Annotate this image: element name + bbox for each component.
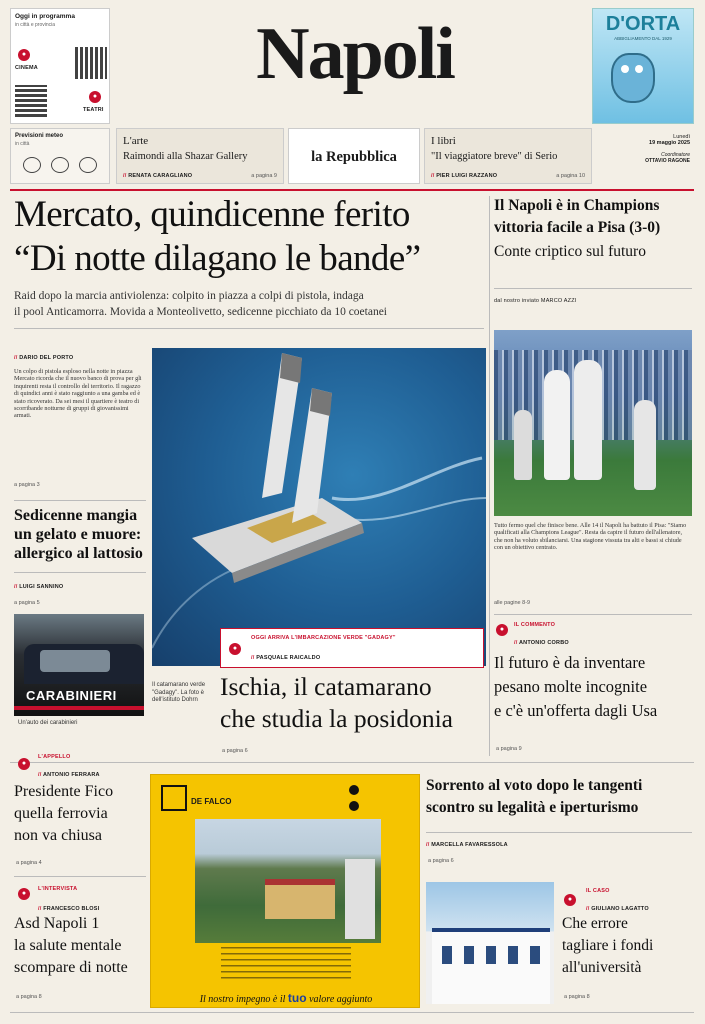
sport-headline-line1[interactable]: Il Napoli è in Champions xyxy=(494,197,660,214)
theatre-icon: ● xyxy=(89,91,101,103)
sport-headline-line3[interactable]: Conte criptico sul futuro xyxy=(494,243,646,260)
sport-page[interactable]: alle pagine 8-9 xyxy=(494,600,531,606)
books-page[interactable]: a pagina 10 xyxy=(556,173,585,179)
gelato-headline-line3[interactable]: allergico al lattosio xyxy=(14,545,143,562)
art-title: L'arte xyxy=(123,135,149,147)
caso-headline-line3[interactable]: all'università xyxy=(562,959,642,976)
sport-body: Tutto fermo quel che finisce bene. Alle 14 il Napoli ha battuto il Pisa: "Siamo qualificati alla Champions League". Resta da capire il futuro dell'allenatore, che non ha voluto sbilanciarsi. Una stagione vissuta tra alti e bassi si chiude con un obiettivo centrato. xyxy=(494,522,687,552)
intervista-headline-line2[interactable]: la salute mentale xyxy=(14,937,122,954)
caso-author: // GIULIANO LAGATTO xyxy=(586,906,649,912)
defalco-logo-icon xyxy=(161,785,187,811)
commento-author: // ANTONIO CORBO xyxy=(514,640,569,646)
eye-icon xyxy=(621,65,629,73)
building xyxy=(345,859,375,939)
advert-photo xyxy=(195,819,381,943)
intervista-headline-line3[interactable]: scompare di notte xyxy=(14,959,128,976)
catamaran-illustration xyxy=(152,348,486,666)
commento-headline-line2[interactable]: pesano molte incognite xyxy=(494,677,648,696)
commento-divider xyxy=(494,614,692,615)
mid-rule xyxy=(10,762,694,763)
program-box xyxy=(10,8,110,124)
intervista-author: // FRANCESCO BLOSI xyxy=(38,906,99,912)
university-building xyxy=(432,928,550,1004)
books-title: I libri xyxy=(431,135,456,147)
coordinator-label: Coordinatore xyxy=(661,152,690,158)
dorta-sub: ABBIGLIAMENTO DAL 1929 xyxy=(614,36,672,41)
building xyxy=(265,879,335,919)
appello-divider xyxy=(14,876,146,877)
appello-headline-line1[interactable]: Presidente Fico xyxy=(14,783,114,800)
university-photo xyxy=(426,882,554,1004)
cinema-icon: ● xyxy=(18,49,30,61)
mascot-icon xyxy=(611,53,655,103)
qr-code-icon xyxy=(15,85,47,117)
repubblica-logo: la Repubblica xyxy=(288,128,420,184)
gelato-divider xyxy=(14,572,146,573)
ischia-headline-line1[interactable]: Ischia, il catamarano xyxy=(220,672,432,701)
sport-author: dal nostro inviato MARCO AZZI xyxy=(494,298,577,304)
building-window xyxy=(442,946,452,964)
intervista-icon: ● xyxy=(18,888,30,900)
art-box[interactable] xyxy=(116,128,284,184)
weather-box xyxy=(10,128,110,184)
comment-icon: ● xyxy=(496,624,508,636)
ischia-kicker-box xyxy=(220,628,484,668)
books-text: "Il viaggiatore breve" di Serio xyxy=(431,151,558,162)
gelato-headline-line2[interactable]: un gelato e muore: xyxy=(14,526,142,543)
intervista-page[interactable]: a pagina 8 xyxy=(16,994,42,1000)
appello-headline-line2[interactable]: quella ferrovia xyxy=(14,805,108,822)
advert-slogan-a: Il nostro impegno è il xyxy=(199,994,288,1005)
sport-divider xyxy=(494,288,692,289)
weather-label: Previsioni meteo xyxy=(15,133,64,139)
caso-headline-line2[interactable]: tagliare i fondi xyxy=(562,937,654,954)
building-window xyxy=(486,946,496,964)
books-box[interactable] xyxy=(424,128,592,184)
football-photo xyxy=(494,330,692,516)
lead-headline-line1[interactable]: Mercato, quindicenne ferito xyxy=(14,194,410,235)
mail-icon xyxy=(349,801,359,811)
lead-deck-line1: Raid dopo la marcia antiviolenza: colpito in piazza a colpi di pistola, indaga xyxy=(14,290,364,302)
eye-icon xyxy=(635,65,643,73)
car-window xyxy=(40,650,110,672)
sorrento-page[interactable]: a pagina 6 xyxy=(428,858,454,864)
lead-body: Un colpo di pistola esploso nella notte in piazza Mercato ricorda che il nuovo banco di prova per gli inquirenti resta il controllo del territorio. Il ragazzo di quindici anni è stato raggiunto a una gamba ed è stato ricoverato. Da sei mesi il quartiere è teatro di scorribande notturne di gruppi di giovanissimi armati. xyxy=(14,368,142,420)
caso-icon: ● xyxy=(564,894,576,906)
caso-kicker: IL CASO xyxy=(586,888,610,894)
lead-author: // DARIO DEL PORTO xyxy=(14,355,73,361)
gelato-caption: Un'auto dei carabinieri xyxy=(18,720,78,726)
boat-icon: ● xyxy=(229,643,241,655)
commento-page[interactable]: a pagina 9 xyxy=(496,746,522,752)
gelato-author: // LUIGI SANNINO xyxy=(14,584,63,590)
appello-page[interactable]: a pagina 4 xyxy=(16,860,42,866)
intervista-headline-line1[interactable]: Asd Napoli 1 xyxy=(14,915,100,932)
ischia-author: // PASQUALE RAICALDO xyxy=(251,655,320,661)
defalco-brand: DE FALCO xyxy=(191,797,232,806)
books-author: // PIER LUIGI RAZZANO xyxy=(431,173,497,179)
player-figure xyxy=(574,360,602,480)
ischia-caption: Il catamarano verde "Gadagy". La foto è dell'istituto Dohrn xyxy=(152,682,206,703)
sport-headline-line2[interactable]: vittoria facile a Pisa (3-0) xyxy=(494,219,661,236)
player-figure xyxy=(634,400,656,490)
intervista-kicker: L'INTERVISTA xyxy=(38,886,78,892)
player-figure xyxy=(544,370,570,480)
footer-rule xyxy=(10,1012,694,1013)
appello-author: // ANTONIO FERRARA xyxy=(38,772,100,778)
appello-icon: ● xyxy=(18,758,30,770)
date-weekday: Lunedì xyxy=(673,134,690,140)
ischia-headline-line2[interactable]: che studia la posidonia xyxy=(220,704,453,733)
defalco-advert[interactable] xyxy=(150,774,420,1008)
advert-slogan xyxy=(151,991,421,1005)
sorrento-headline-line2[interactable]: scontro su legalità e iperturismo xyxy=(426,799,639,816)
art-page[interactable]: a pagina 9 xyxy=(251,173,277,179)
gelato-headline-line1[interactable]: Sedicenne mangia xyxy=(14,507,138,524)
building-window xyxy=(464,946,474,964)
teatri-label: TEATRI xyxy=(83,107,104,113)
player-figure xyxy=(514,410,532,480)
catamaran-photo xyxy=(152,348,486,666)
sorrento-divider xyxy=(426,832,692,833)
lead-page[interactable]: a pagina 3 xyxy=(14,482,40,488)
right-col-divider xyxy=(489,196,490,756)
coordinator-name: OTTAVIO RAGONE xyxy=(645,158,690,164)
phone-icon xyxy=(349,785,359,795)
dorta-advert[interactable] xyxy=(592,8,694,124)
car-lettering: CARABINIERI xyxy=(26,688,117,703)
lead-headline-line2[interactable]: “Di notte dilagano le bande” xyxy=(14,238,421,279)
appello-kicker: L'APPELLO xyxy=(38,754,71,760)
weather-icon xyxy=(51,157,69,173)
car-stripe xyxy=(14,706,144,710)
weather-sub: in città xyxy=(15,141,30,147)
building-window xyxy=(508,946,518,964)
building-window xyxy=(530,946,540,964)
top-rule xyxy=(10,189,694,191)
gelato-page[interactable]: a pagina 5 xyxy=(14,600,40,606)
weather-icon xyxy=(79,157,97,173)
commento-kicker: IL COMMENTO xyxy=(514,622,556,628)
lead-deck-line2: il pool Anticamorra. Movida a Monteolivetto, sedicenne picchiato da 10 coetanei xyxy=(14,306,387,318)
caso-headline-line1[interactable]: Che errore xyxy=(562,915,628,932)
advert-text-lines xyxy=(221,947,351,983)
program-heading: Oggi in programma xyxy=(15,13,75,20)
qr-code-icon xyxy=(75,47,107,79)
commento-headline-line1[interactable]: Il futuro è da inventare xyxy=(494,653,646,672)
carabinieri-photo xyxy=(14,614,144,716)
date-day: 19 maggio 2025 xyxy=(649,140,690,146)
dorta-brand: D'ORTA xyxy=(605,13,681,35)
cinema-label: CINEMA xyxy=(15,65,38,71)
masthead-title: Napoli xyxy=(256,13,454,95)
commento-headline-line3[interactable]: e c'è un'offerta dagli Usa xyxy=(494,701,658,720)
art-author: // RENATA CARAGLIANO xyxy=(123,173,192,179)
caso-page[interactable]: a pagina 8 xyxy=(564,994,590,1000)
col-divider xyxy=(14,500,146,501)
advert-slogan-c: valore aggiunto xyxy=(306,994,373,1005)
sorrento-author: // MARCELLA FAVARESSOLA xyxy=(426,842,508,848)
date-box xyxy=(596,128,694,184)
ischia-page[interactable]: a pagina 6 xyxy=(222,748,248,754)
weather-icon xyxy=(23,157,41,173)
sorrento-headline-line1[interactable]: Sorrento al voto dopo le tangenti xyxy=(426,777,643,794)
program-sub: in città e provincia xyxy=(15,22,56,28)
lead-divider xyxy=(14,328,484,329)
advert-slogan-b: tuo xyxy=(287,991,307,1005)
ischia-kicker: OGGI ARRIVA L'IMBARCAZIONE VERDE "GADAGY" xyxy=(251,635,396,641)
art-text: Raimondi alla Shazar Gallery xyxy=(123,151,248,162)
appello-headline-line3[interactable]: non va chiusa xyxy=(14,827,102,844)
